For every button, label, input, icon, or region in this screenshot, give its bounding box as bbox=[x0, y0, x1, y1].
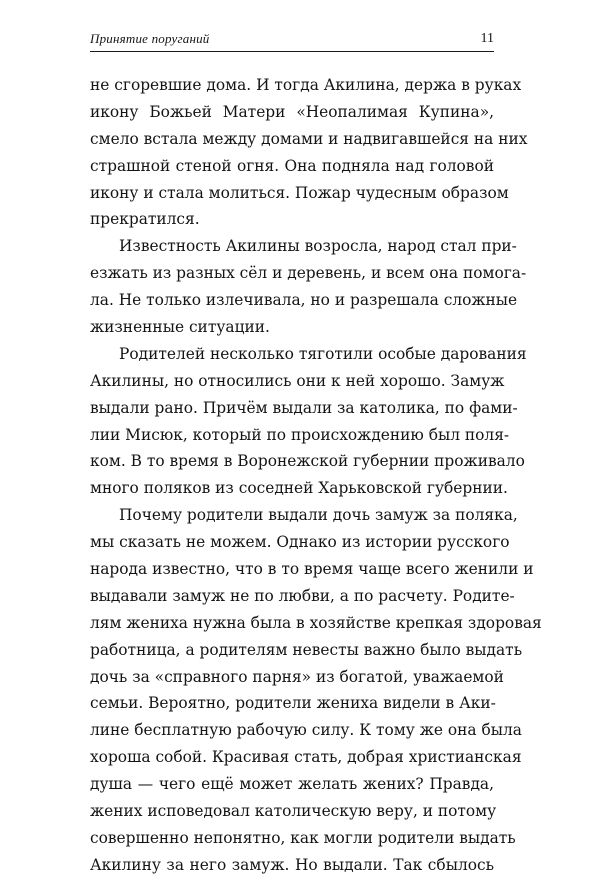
text-line: не сгоревшие дома. И тогда Акилина, держа в руках bbox=[90, 76, 522, 94]
text-line: душа — чего ещё может желать жених? Правда, bbox=[90, 775, 494, 794]
page-number: 11 bbox=[480, 31, 494, 46]
text-line: выдавали замуж не по любви, а по расчету. Родите- bbox=[90, 586, 515, 605]
text-line: езжать из разных сёл и деревень, и всем она помога- bbox=[90, 264, 527, 283]
text-line: ла. Не только излечивала, но и разрешала сложные bbox=[90, 291, 518, 310]
text-line: лям жениха нужна была в хозяйстве крепкая здоровая bbox=[90, 613, 542, 632]
text-line: Акилину за него замуж. Но выдали. Так сбылось bbox=[90, 855, 494, 874]
text-line: смело встала между домами и надвигавшейся на них bbox=[90, 129, 528, 148]
text-line: жизненные ситуации. bbox=[90, 318, 270, 337]
text-line: Известность Акилины возросла, народ стал при- bbox=[119, 237, 517, 256]
text-line: икону и стала молиться. Пожар чудесным образом bbox=[90, 183, 509, 202]
running-header bbox=[90, 31, 494, 49]
text-line: Акилины, но относились они к ней хорошо. Замуж bbox=[90, 371, 505, 390]
text-line: ком. В то время в Воронежской губернии проживало bbox=[90, 452, 525, 471]
text-line: дочь за «справного парня» из богатой, уважаемой bbox=[90, 667, 504, 686]
text-line: страшной стеной огня. Она подняла над головой bbox=[90, 156, 494, 175]
text-line: много поляков из соседней Харьковской губернии. bbox=[90, 479, 508, 498]
running-header-title: Принятие поруганий bbox=[90, 31, 210, 46]
text-line: лине бесплатную рабочую силу. К тому же она была bbox=[90, 721, 522, 740]
paragraph bbox=[90, 341, 527, 502]
text-line: жених исповедовал католическую веру, и потому bbox=[90, 802, 497, 821]
text-line: хороша собой. Красивая стать, добрая христианская bbox=[90, 748, 522, 767]
body-text bbox=[90, 72, 542, 879]
text-line: работница, а родителям невесты важно было выдать bbox=[90, 640, 523, 659]
text-line: выдали рано. Причём выдали за католика, по фами- bbox=[90, 398, 518, 417]
text-line: мы сказать не можем. Однако из истории русского bbox=[90, 533, 510, 552]
header-divider bbox=[90, 51, 494, 52]
paragraph bbox=[90, 502, 542, 878]
text-line: семьи. Вероятно, родители жениха видели в Аки- bbox=[90, 694, 496, 713]
text-line: Родителей несколько тяготили особые дарования bbox=[119, 344, 527, 363]
text-line: совершенно непонятно, как могли родители выдать bbox=[90, 828, 516, 847]
text-line: лии Мисюк, который по происхождению был поля- bbox=[90, 425, 510, 444]
text-line: прекратился. bbox=[90, 210, 200, 229]
text-line: Почему родители выдали дочь замуж за поляка, bbox=[119, 506, 518, 525]
paragraph bbox=[90, 72, 528, 233]
paragraph bbox=[90, 233, 527, 341]
text-line: икону Божьей Матери «Неопалимая Купина», bbox=[90, 102, 494, 121]
text-line: народа известно, что в то время чаще всего женили и bbox=[90, 560, 534, 579]
